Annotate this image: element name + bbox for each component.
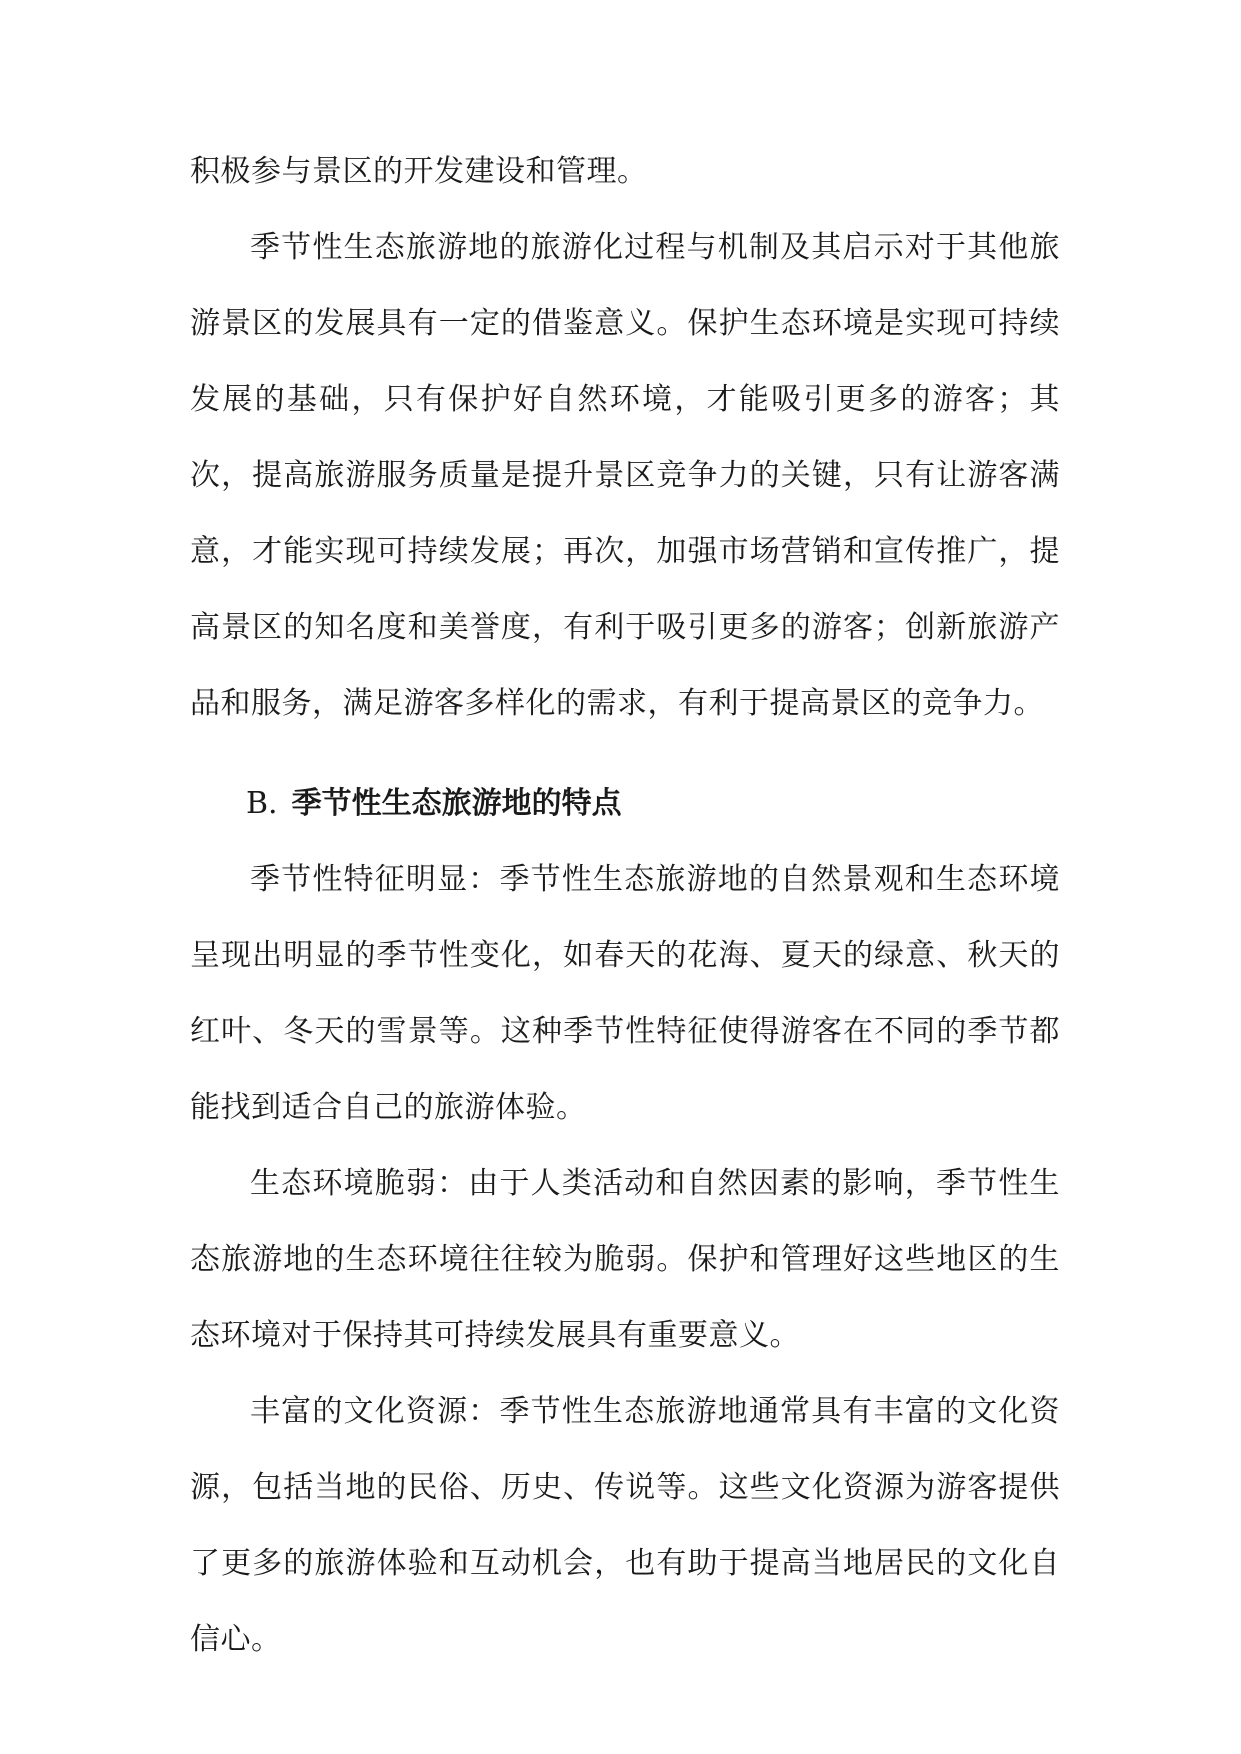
paragraph-seasonal-features: 季节性特征明显：季节性生态旅游地的自然景观和生态环境呈现出明显的季节性变化，如春天的花海、夏天的绿意、秋天的红叶、冬天的雪景等。这种季节性特征使得游客在不同的季节都能找到适合自己的旅游体验。 <box>190 862 1060 1125</box>
paragraph-fragile-ecology: 生态环境脆弱：由于人类活动和自然因素的影响，季节性生态旅游地的生态环境往往较为脆弱。保护和管理好这些地区的生态环境对于保持其可持续发展具有重要意义。 <box>190 1166 1060 1353</box>
section-title: 季节性生态旅游地的特点 <box>291 786 622 821</box>
section-heading <box>246 766 622 842</box>
document-page <box>190 0 1060 1754</box>
paragraph-cultural-resources: 丰富的文化资源：季节性生态旅游地通常具有丰富的文化资源，包括当地的民俗、历史、传说等。这些文化资源为游客提供了更多的旅游体验和互动机会，也有助于提高当地居民的文化自信心。 <box>190 1394 1060 1657</box>
section-number: B. <box>246 786 278 821</box>
paragraph-implications: 季节性生态旅游地的旅游化过程与机制及其启示对于其他旅游景区的发展具有一定的借鉴意义。保护生态环境是实现可持续发展的基础，只有保护好自然环境，才能吸引更多的游客；其次，提高旅游服务质量是提升景区竞争力的关键，只有让游客满意，才能实现可持续发展；再次，加强市场营销和宣传推广，提高景区的知名度和美誉度，有利于吸引更多的游客；创新旅游产品和服务，满足游客多样化的需求，有利于提高景区的竞争力。 <box>190 230 1060 721</box>
paragraph-continuation: 积极参与景区的开发建设和管理。 <box>190 154 648 189</box>
